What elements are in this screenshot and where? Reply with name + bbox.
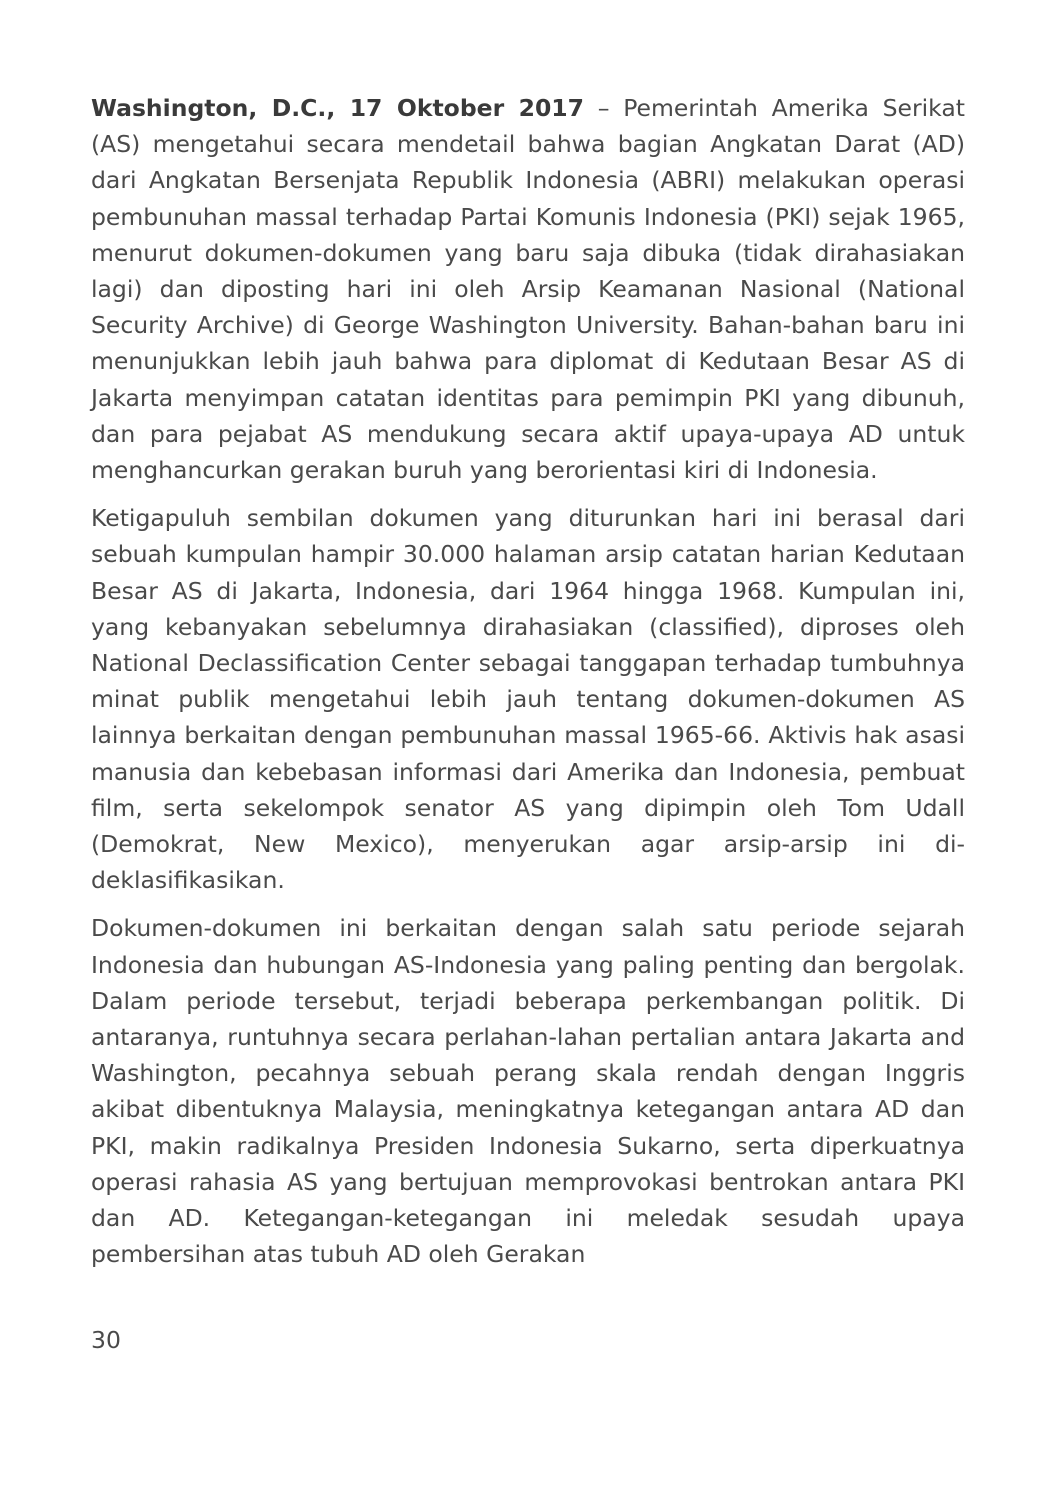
paragraph-2: Ketigapuluh sembilan dokumen yang diturunkan hari ini berasal dari sebuah kumpulan hampir 30.000 halaman arsip catatan harian Kedutaan Besar AS di Jakarta, Indonesia, dari 1964 hingga 1968. Kumpulan ini, yang kebanyakan sebelumnya dirahasiakan (classified), diproses oleh National Declassification Center sebagai tanggapan terhadap tumbuhnya minat publik mengetahui lebih jauh tentang dokumen-dokumen AS lainnya berkaitan dengan pembunuhan massal 1965-66. Aktivis hak asasi manusia dan kebebasan informasi dari Amerika dan Indonesia, pembuat film, serta sekelompok senator AS yang dipimpin oleh Tom Udall (Demokrat, New Mexico), menyerukan agar arsip-arsip ini di-deklasifikasikan. [91,504,965,895]
paragraph-1 [91,90,965,488]
dateline: Washington, D.C., 17 Oktober 2017 [91,94,585,122]
paragraph-1-text: – Pemerintah Amerika Serikat (AS) mengetahui secara mendetail bahwa bagian Angkatan Darat (AD) dari Angkatan Bersenjata Republik Indonesia (ABRI) melakukan operasi pembunuhan massal terhadap Partai Komunis Indonesia (PKI) sejak 1965, menurut dokumen-dokumen yang baru saja dibuka (tidak dirahasiakan lagi) dan diposting hari ini oleh Arsip Keamanan Nasional (National Security Archive) di George Washington University. Bahan-bahan baru ini menunjukkan lebih jauh bahwa para diplomat di Kedutaan Besar AS di Jakarta menyimpan catatan identitas para pemimpin PKI yang dibunuh, dan para pejabat AS mendukung secara aktif upaya-upaya AD untuk menghancurkan gerakan buruh yang berorientasi kiri di Indonesia. [91,94,965,485]
page-number: 30 [91,1326,121,1354]
body-text [91,90,965,1285]
paragraph-3: Dokumen-dokumen ini berkaitan dengan salah satu periode sejarah Indonesia dan hubungan AS-Indonesia yang paling penting dan bergolak. Dalam periode tersebut, terjadi beberapa perkembangan politik. Di antaranya, runtuhnya secara perlahan-lahan pertalian antara Jakarta and Washington, pecahnya sebuah perang skala rendah dengan Inggris akibat dibentuknya Malaysia, meningkatnya ketegangan antara AD dan PKI, makin radikalnya Presiden Indonesia Sukarno, serta diperkuatnya operasi rahasia AS yang bertujuan memprovokasi bentrokan antara PKI dan AD. Ketegangan-ketegangan ini meledak sesudah upaya pembersihan atas tubuh AD oleh Gerakan [91,914,965,1269]
